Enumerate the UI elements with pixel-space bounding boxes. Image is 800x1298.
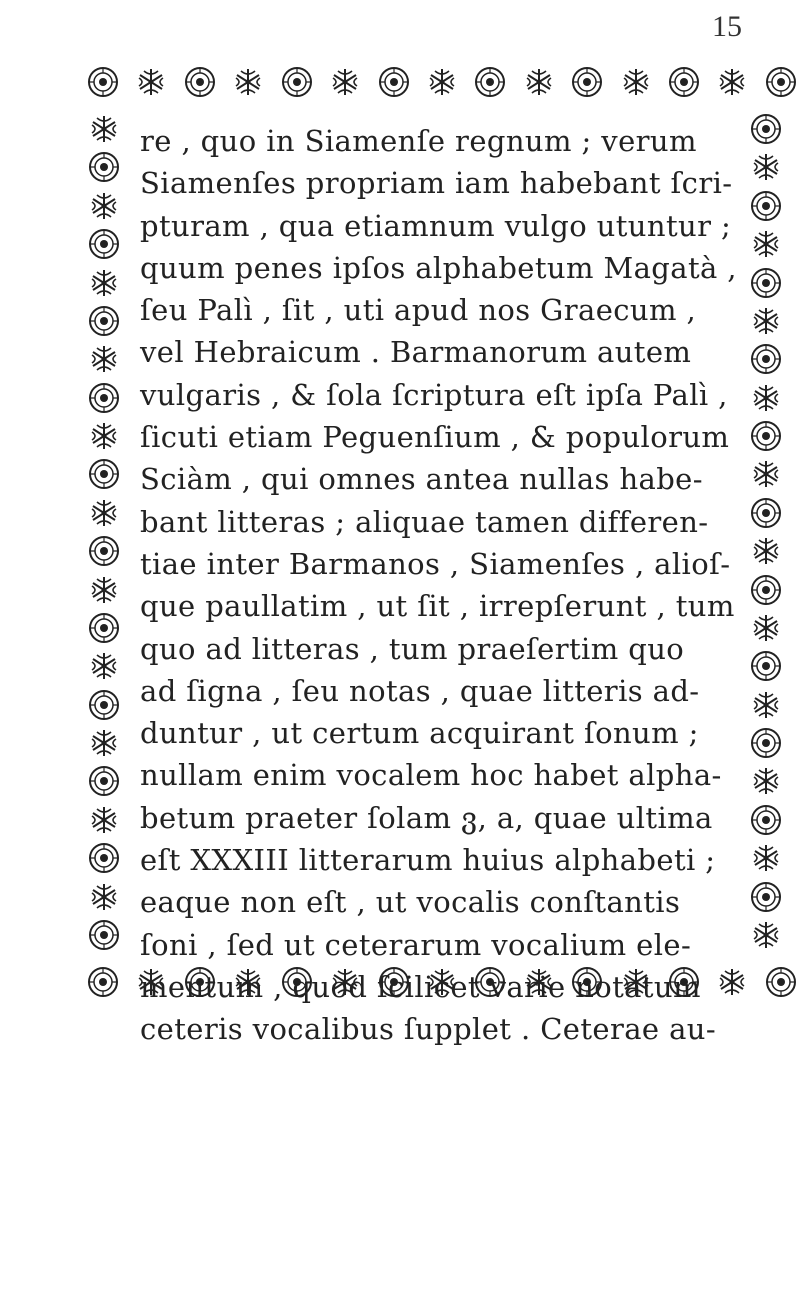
fleuron-icon	[87, 342, 121, 376]
text-line: eſt XXXIII litterarum huius alphabeti ;	[140, 843, 716, 878]
text-line: eaque non eſt , ut vocalis conſtantis	[140, 885, 681, 920]
rosette-icon	[749, 112, 783, 146]
text-line: ſoni , ſed ut ceterarum vocalium ele-	[140, 927, 692, 962]
rosette-icon	[87, 534, 121, 568]
text-line: ſeu Palì , ſit , uti apud nos Graecum ,	[140, 293, 697, 328]
rosette-icon	[87, 150, 121, 184]
rosette-icon	[749, 342, 783, 376]
text-line: quum penes ipſos alphabetum Magatà ,	[140, 250, 737, 285]
rosette-icon	[87, 764, 121, 798]
fleuron-icon	[522, 65, 556, 99]
text-line: Siamenſes propriam iam habebant ſcri-	[140, 166, 733, 201]
fleuron-icon	[749, 150, 783, 184]
fleuron-icon	[749, 227, 783, 261]
fleuron-icon	[87, 573, 121, 607]
fleuron-icon	[134, 65, 168, 99]
page-number: 15	[712, 10, 742, 43]
rosette-icon	[377, 65, 411, 99]
fleuron-icon	[425, 65, 459, 99]
text-line: ad ſigna , ſeu notas , quae litteris ad-	[140, 673, 700, 708]
rosette-icon	[749, 266, 783, 300]
rosette-icon	[87, 457, 121, 491]
fleuron-icon	[87, 112, 121, 146]
rosette-icon	[749, 496, 783, 530]
fleuron-icon	[715, 65, 749, 99]
text-line: pturam , qua etiamnum vulgo utuntur ;	[140, 208, 732, 243]
fleuron-icon	[328, 65, 362, 99]
text-line: quo ad litteras , tum praeſertim quo	[140, 631, 685, 666]
fleuron-icon	[87, 880, 121, 914]
text-line: que paullatim , ut ſit , irrepſerunt , tum	[140, 589, 735, 624]
fleuron-icon	[87, 266, 121, 300]
rosette-icon	[87, 688, 121, 722]
fleuron-icon	[749, 534, 783, 568]
rosette-icon	[87, 611, 121, 645]
fleuron-icon	[87, 189, 121, 223]
fleuron-icon	[87, 803, 121, 837]
rosette-icon	[749, 419, 783, 453]
text-line: nullam enim vocalem hoc habet alpha-	[140, 758, 722, 793]
rosette-icon	[764, 65, 798, 99]
fleuron-icon	[749, 457, 783, 491]
text-line: betum praeter ſolam ვ, a, quae ultima	[140, 800, 713, 835]
right-ornament-border	[742, 112, 790, 952]
rosette-icon	[87, 918, 121, 952]
rosette-icon	[749, 726, 783, 760]
text-line: Sciàm , qui omnes antea nullas habe-	[140, 462, 703, 497]
fleuron-icon	[619, 65, 653, 99]
body-text	[140, 120, 740, 1051]
text-line: mentum , quod ſcilicet varie notatum	[140, 969, 701, 1004]
text-line: re , quo in Siamenſe regnum ; verum	[140, 124, 697, 158]
rosette-icon	[87, 304, 121, 338]
fleuron-icon	[87, 496, 121, 530]
rosette-icon	[749, 803, 783, 837]
text-line: tiae inter Barmanos , Siamenſes , alioſ-	[140, 546, 731, 581]
rosette-icon	[570, 65, 604, 99]
fleuron-icon	[749, 381, 783, 415]
fleuron-icon	[749, 841, 783, 875]
fleuron-icon	[87, 726, 121, 760]
rosette-icon	[87, 381, 121, 415]
rosette-icon	[87, 227, 121, 261]
rosette-icon	[473, 65, 507, 99]
fleuron-icon	[87, 649, 121, 683]
top-ornament-border	[86, 58, 798, 106]
rosette-icon	[87, 841, 121, 875]
rosette-icon	[667, 65, 701, 99]
rosette-icon	[749, 649, 783, 683]
fleuron-icon	[749, 688, 783, 722]
text-line: duntur , ut certum acquirant ſonum ;	[140, 716, 699, 751]
rosette-icon	[183, 65, 217, 99]
fleuron-icon	[749, 611, 783, 645]
rosette-icon	[280, 65, 314, 99]
rosette-icon	[764, 965, 798, 999]
rosette-icon	[86, 65, 120, 99]
text-line: ceteris vocalibus ſupplet . Ceterae au-	[140, 1012, 717, 1047]
rosette-icon	[749, 880, 783, 914]
text-line: bant litteras ; aliquae tamen differen-	[140, 504, 709, 539]
fleuron-icon	[749, 304, 783, 338]
rosette-icon	[749, 573, 783, 607]
text-line: ſicuti etiam Peguenſium , & populorum	[140, 420, 730, 455]
left-ornament-border	[80, 112, 128, 952]
text-line: vel Hebraicum . Barmanorum autem	[140, 335, 692, 370]
fleuron-icon	[231, 65, 265, 99]
fleuron-icon	[749, 764, 783, 798]
fleuron-icon	[749, 918, 783, 952]
rosette-icon	[749, 189, 783, 223]
fleuron-icon	[87, 419, 121, 453]
rosette-icon	[86, 965, 120, 999]
text-line: vulgaris , & ſola ſcriptura eſt ipſa Palì ,	[140, 377, 728, 412]
